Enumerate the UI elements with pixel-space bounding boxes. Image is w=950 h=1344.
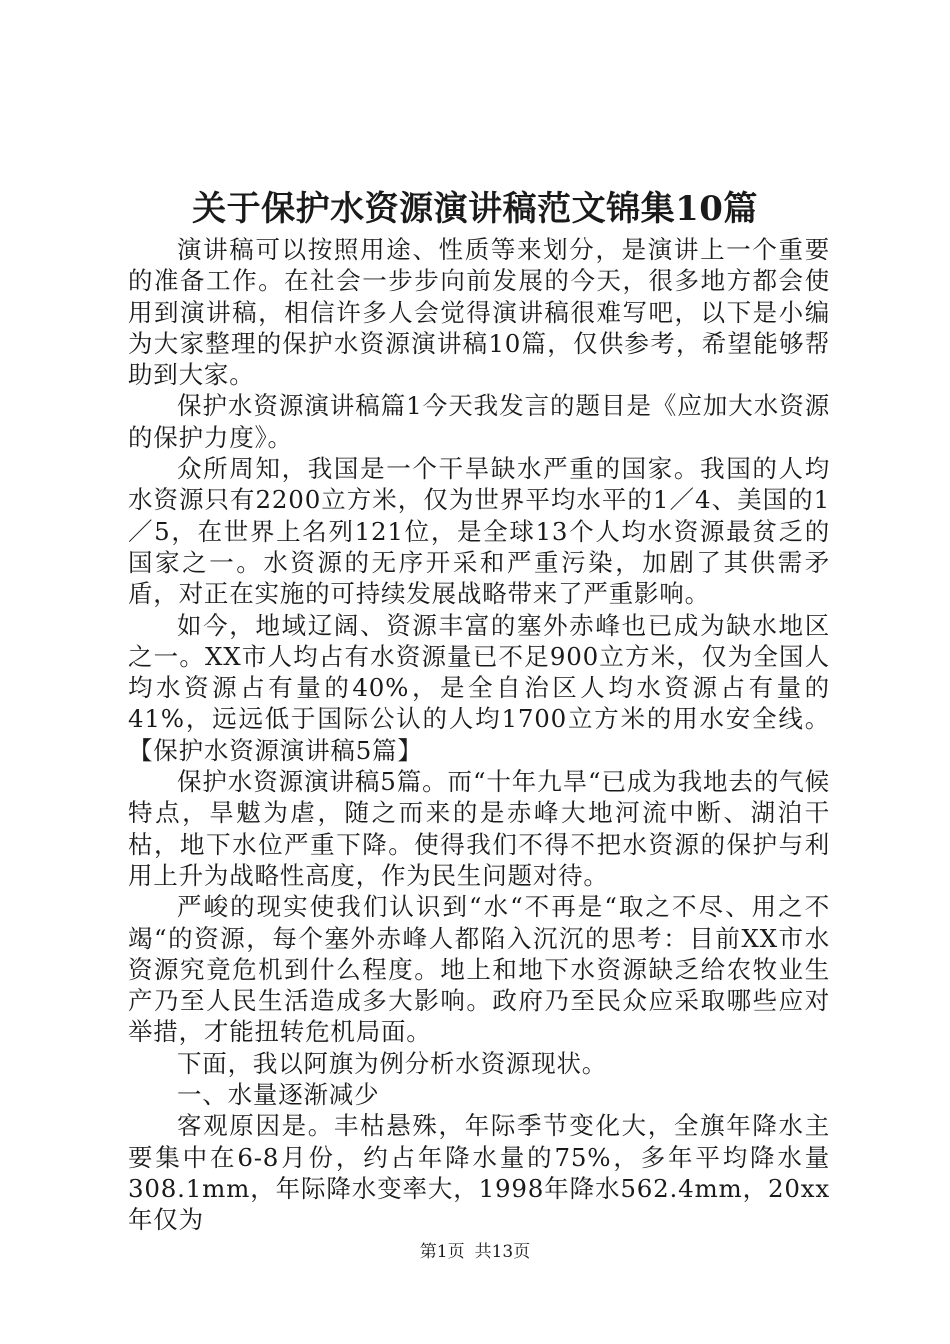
document-body (128, 234, 830, 1236)
page-number: 第1页 (419, 1242, 465, 1262)
paragraph-intro: 演讲稿可以按照用途、性质等来划分，是演讲上一个重要的准备工作。在社会一步步向前发展的今天，很多地方都会使用到演讲稿，相信许多人会觉得演讲稿很难写吧，以下是小编为大家整理的保护水资源演讲稿10篇，仅供参考，希望能够帮助到大家。 (128, 235, 830, 390)
paragraph-objective-causes: 客观原因是。丰枯悬殊，年际季节变化大，全旗年降水主要集中在6-8月份，约占年降水量的75%，多年平均降水量308.1mm，年际降水变率大，1998年降水562.4mm，20xx年仅为 (128, 1111, 830, 1235)
section-heading: 一、水量逐渐减少 (177, 1080, 380, 1110)
paragraph-drought: 保护水资源演讲稿5篇。而“十年九旱“已成为我地去的气候特点，旱魃为虐，随之而来的是赤峰大地河流中断、湖泊干枯，地下水位严重下降。使得我们不得不把水资源的保护与利用上升为战略性高度，作为民生问题对待。 (128, 767, 830, 890)
page-footer (0, 1240, 950, 1264)
document-title: 关于保护水资源演讲稿范文锦集10篇 (192, 189, 758, 229)
paragraph-reality: 严峻的现实使我们认识到“水“不再是“取之不尽、用之不竭“的资源，每个塞外赤峰人都陷入沉沉的思考：目前XX市水资源究竟危机到什么程度。地上和地下水资源缺乏给农牧业生产乃至人民生活造成多大影响。政府乃至民众应采取哪些应对举措，才能扭转危机局面。 (128, 892, 830, 1047)
paragraph-national-water: 众所周知，我国是一个干旱缺水严重的国家。我国的人均水资源只有2200立方米，仅为世界平均水平的1／4、美国的1／5，在世界上名列121位，是全球13个人均水资源最贫乏的国家之一。水资源的无序开采和严重污染，加剧了其供需矛盾，对正在实施的可持续发展战略带来了严重影响。 (128, 454, 830, 609)
paragraph-speech-topic: 保护水资源演讲稿篇1今天我发言的题目是《应加大水资源的保护力度》。 (128, 391, 830, 452)
page-total: 共13页 (474, 1242, 531, 1262)
paragraph-analysis-intro: 下面，我以阿旗为例分析水资源现状。 (177, 1048, 608, 1078)
paragraph-chifeng-water: 如今，地域辽阔、资源丰富的塞外赤峰也已成为缺水地区之一。XX市人均占有水资源量已不足900立方米，仅为全国人均水资源占有量的40%，是全自治区人均水资源占有量的41%，远远低于国际公认的人均1700立方米的用水安全线。【保护水资源演讲稿5篇】 (128, 610, 830, 765)
